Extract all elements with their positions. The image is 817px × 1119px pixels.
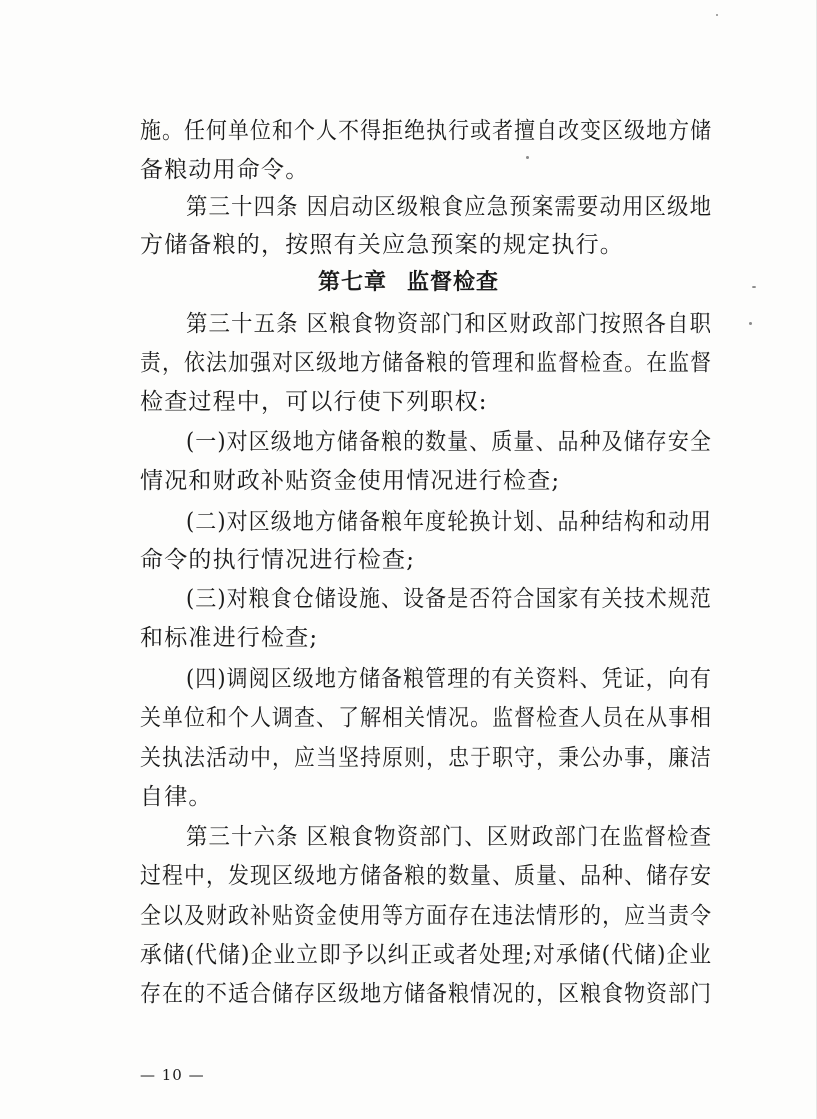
text-line: (一)对区级地方储备粮的数量、质量、品种及储存安全 [186, 429, 712, 455]
text-line: 备粮动用命令。 [140, 157, 310, 183]
text-line: 命令的执行情况进行检查; [140, 547, 416, 573]
chapter-number: 第七章 [317, 270, 387, 295]
text-line: 全以及财政补贴资金使用等方面存在违法情形的，应当责令 [140, 903, 713, 929]
text-line: 责，依法加强对区级地方储备粮的管理和监督检查。在监督 [140, 350, 713, 376]
page-number: — 10 — [140, 1066, 205, 1084]
scan-speck [526, 156, 529, 159]
text-line: 第三十五条 区粮食物资部门和区财政部门按照各自职 [186, 311, 713, 337]
text-line: 情况和财政补贴资金使用情况进行检查; [140, 468, 561, 494]
text-line: (二)对区级地方储备粮年度轮换计划、品种结构和动用 [186, 509, 712, 535]
text-line: 第三十四条 因启动区级粮食应急预案需要动用区级地 [186, 194, 713, 220]
text-line: 施。任何单位和个人不得拒绝执行或者擅自改变区级地方储 [140, 118, 713, 144]
text-line: 检查过程中，可以行使下列职权: [140, 389, 488, 415]
text-line: 承储(代储)企业立即予以纠正或者处理;对承储(代储)企业 [140, 942, 713, 968]
text-line: 存在的不适合储存区级地方储备粮情况的，区粮食物资部门 [140, 981, 713, 1007]
scan-speck [749, 322, 752, 325]
text-line: 和标准进行检查; [140, 625, 319, 651]
text-line: (三)对粮食仓储设施、设备是否符合国家有关技术规范 [186, 586, 712, 612]
text-line: 自律。 [140, 784, 213, 810]
chapter-title: 监督检查 [407, 270, 500, 295]
text-line: (四)调阅区级地方储备粮管理的有关资料、凭证，向有 [186, 666, 712, 692]
text-line: 第三十六条 区粮食物资部门、区财政部门在监督检查 [186, 824, 713, 850]
text-line: 关单位和个人调查、了解相关情况。监督检查人员在从事相 [140, 705, 713, 731]
scan-speck [752, 286, 756, 288]
text-line: 关执法活动中，应当坚持原则，忠于职守，秉公办事，廉洁 [140, 745, 713, 771]
scan-speck [716, 14, 718, 16]
chapter-heading [0, 268, 817, 298]
text-line: 过程中，发现区级地方储备粮的数量、质量、品种、储存安 [140, 863, 713, 889]
text-line: 方储备粮的，按照有关应急预案的规定执行。 [140, 232, 624, 258]
